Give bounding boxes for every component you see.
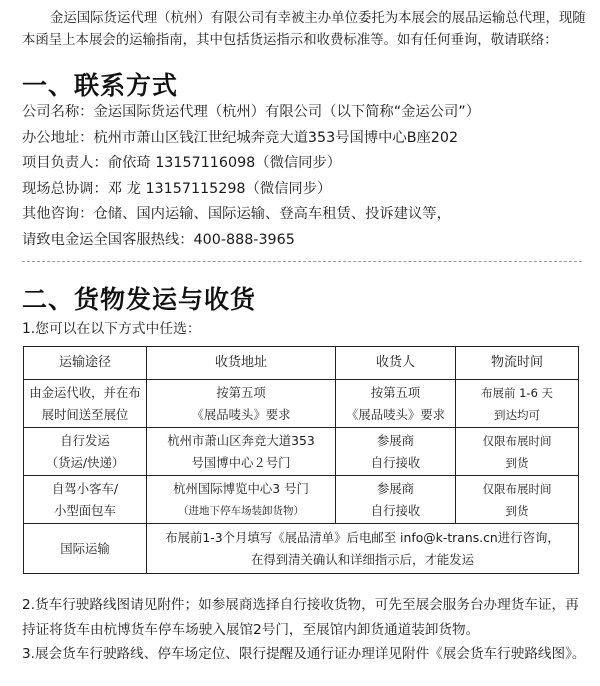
cell-route: 国际运输 — [24, 524, 147, 574]
cell-route: 自行发运 （货运/快递） — [24, 428, 147, 476]
cell-receiver: 按第五项 《展品唛头》要求 — [336, 380, 456, 428]
shipping-lead: 1.您可以在以下方式中任选： — [22, 321, 201, 337]
cell-time: 仅限布展时间 到货 — [456, 476, 579, 524]
cell-address: 杭州国际博览中心3 号门 （进地下停车场装卸货物） — [147, 476, 336, 524]
cell-receiver: 参展商 自行接收 — [336, 476, 456, 524]
table-header-row — [24, 347, 579, 380]
table-row — [24, 380, 579, 428]
note-truck-permit: 3.展会货车行驶路线、停车场定位、限行提醒及通行证办理详见附件《展会货车行驶路线图》。 — [22, 646, 586, 662]
contact-project-lead: 项目负责人：俞依琦 13157116098（微信同步） — [22, 155, 342, 171]
table-row — [24, 476, 579, 524]
header-receiver: 收货人 — [336, 347, 456, 380]
section-title-contact: 一、联系方式 — [22, 71, 179, 100]
header-time: 物流时间 — [456, 347, 579, 380]
shipping-notes — [22, 593, 588, 667]
contact-info — [22, 100, 480, 253]
cell-international-instructions: 布展前1-3个月填写《展品清单》后电邮至 info@k-trans.cn进行咨询， 在得到清关确认和详细指示后，才能发运 — [147, 524, 579, 574]
cell-address: 杭州市萧山区奔竞大道353 号国博中心２号门 — [147, 428, 336, 476]
table-row — [24, 428, 579, 476]
contact-address: 办公地址：杭州市萧山区钱江世纪城奔竞大道353号国博中心B座202 — [22, 129, 459, 146]
cell-receiver: 参展商 自行接收 — [336, 428, 456, 476]
section-title-shipping: 二、货物发运与收货 — [22, 285, 257, 314]
cell-time: 布展前 1-6 天 到达均可 — [456, 380, 579, 428]
header-address: 收货地址 — [147, 347, 336, 380]
cell-route: 自驾小客车/ 小型面包车 — [24, 476, 147, 524]
contact-onsite-coordinator: 现场总协调：邓 龙 13157115298（微信同步） — [22, 180, 332, 197]
cell-time: 仅限布展时间 到货 — [456, 428, 579, 476]
contact-company: 公司名称：金运国际货运代理（杭州）有限公司（以下简称“金运公司”） — [22, 104, 481, 120]
cell-route: 由金运代收，并在布 展时间送至展位 — [24, 380, 147, 428]
section-divider — [22, 261, 582, 262]
header-route: 运输途径 — [24, 347, 147, 380]
shipping-table — [23, 346, 579, 574]
contact-hotline: 请致电金运全国客服热线：400-888-3965 — [22, 231, 295, 248]
contact-other-inquiries: 其他咨询：仓储、国内运输、国际运输、登高车租赁、投诉建议等， — [22, 206, 451, 222]
table-row-international — [24, 524, 579, 574]
note-truck-route: 2.货车行驶路线图请见附件；如参展商选择自行接收货物，可先至展会服务台办理货车证，再持证将货车由杭博货车停车场驶入展馆2号门，至展馆内卸货通道装卸货物。 — [22, 597, 579, 638]
cell-address: 按第五项 《展品唛头》要求 — [147, 380, 336, 428]
intro-paragraph: 金运国际货运代理（杭州）有限公司有幸被主办单位委托为本展会的展品运输总代理，现随本函呈上本展会的运输指南，其中包括货运指示和收费标准等。如有任何垂询，敬请联络： — [22, 11, 586, 48]
